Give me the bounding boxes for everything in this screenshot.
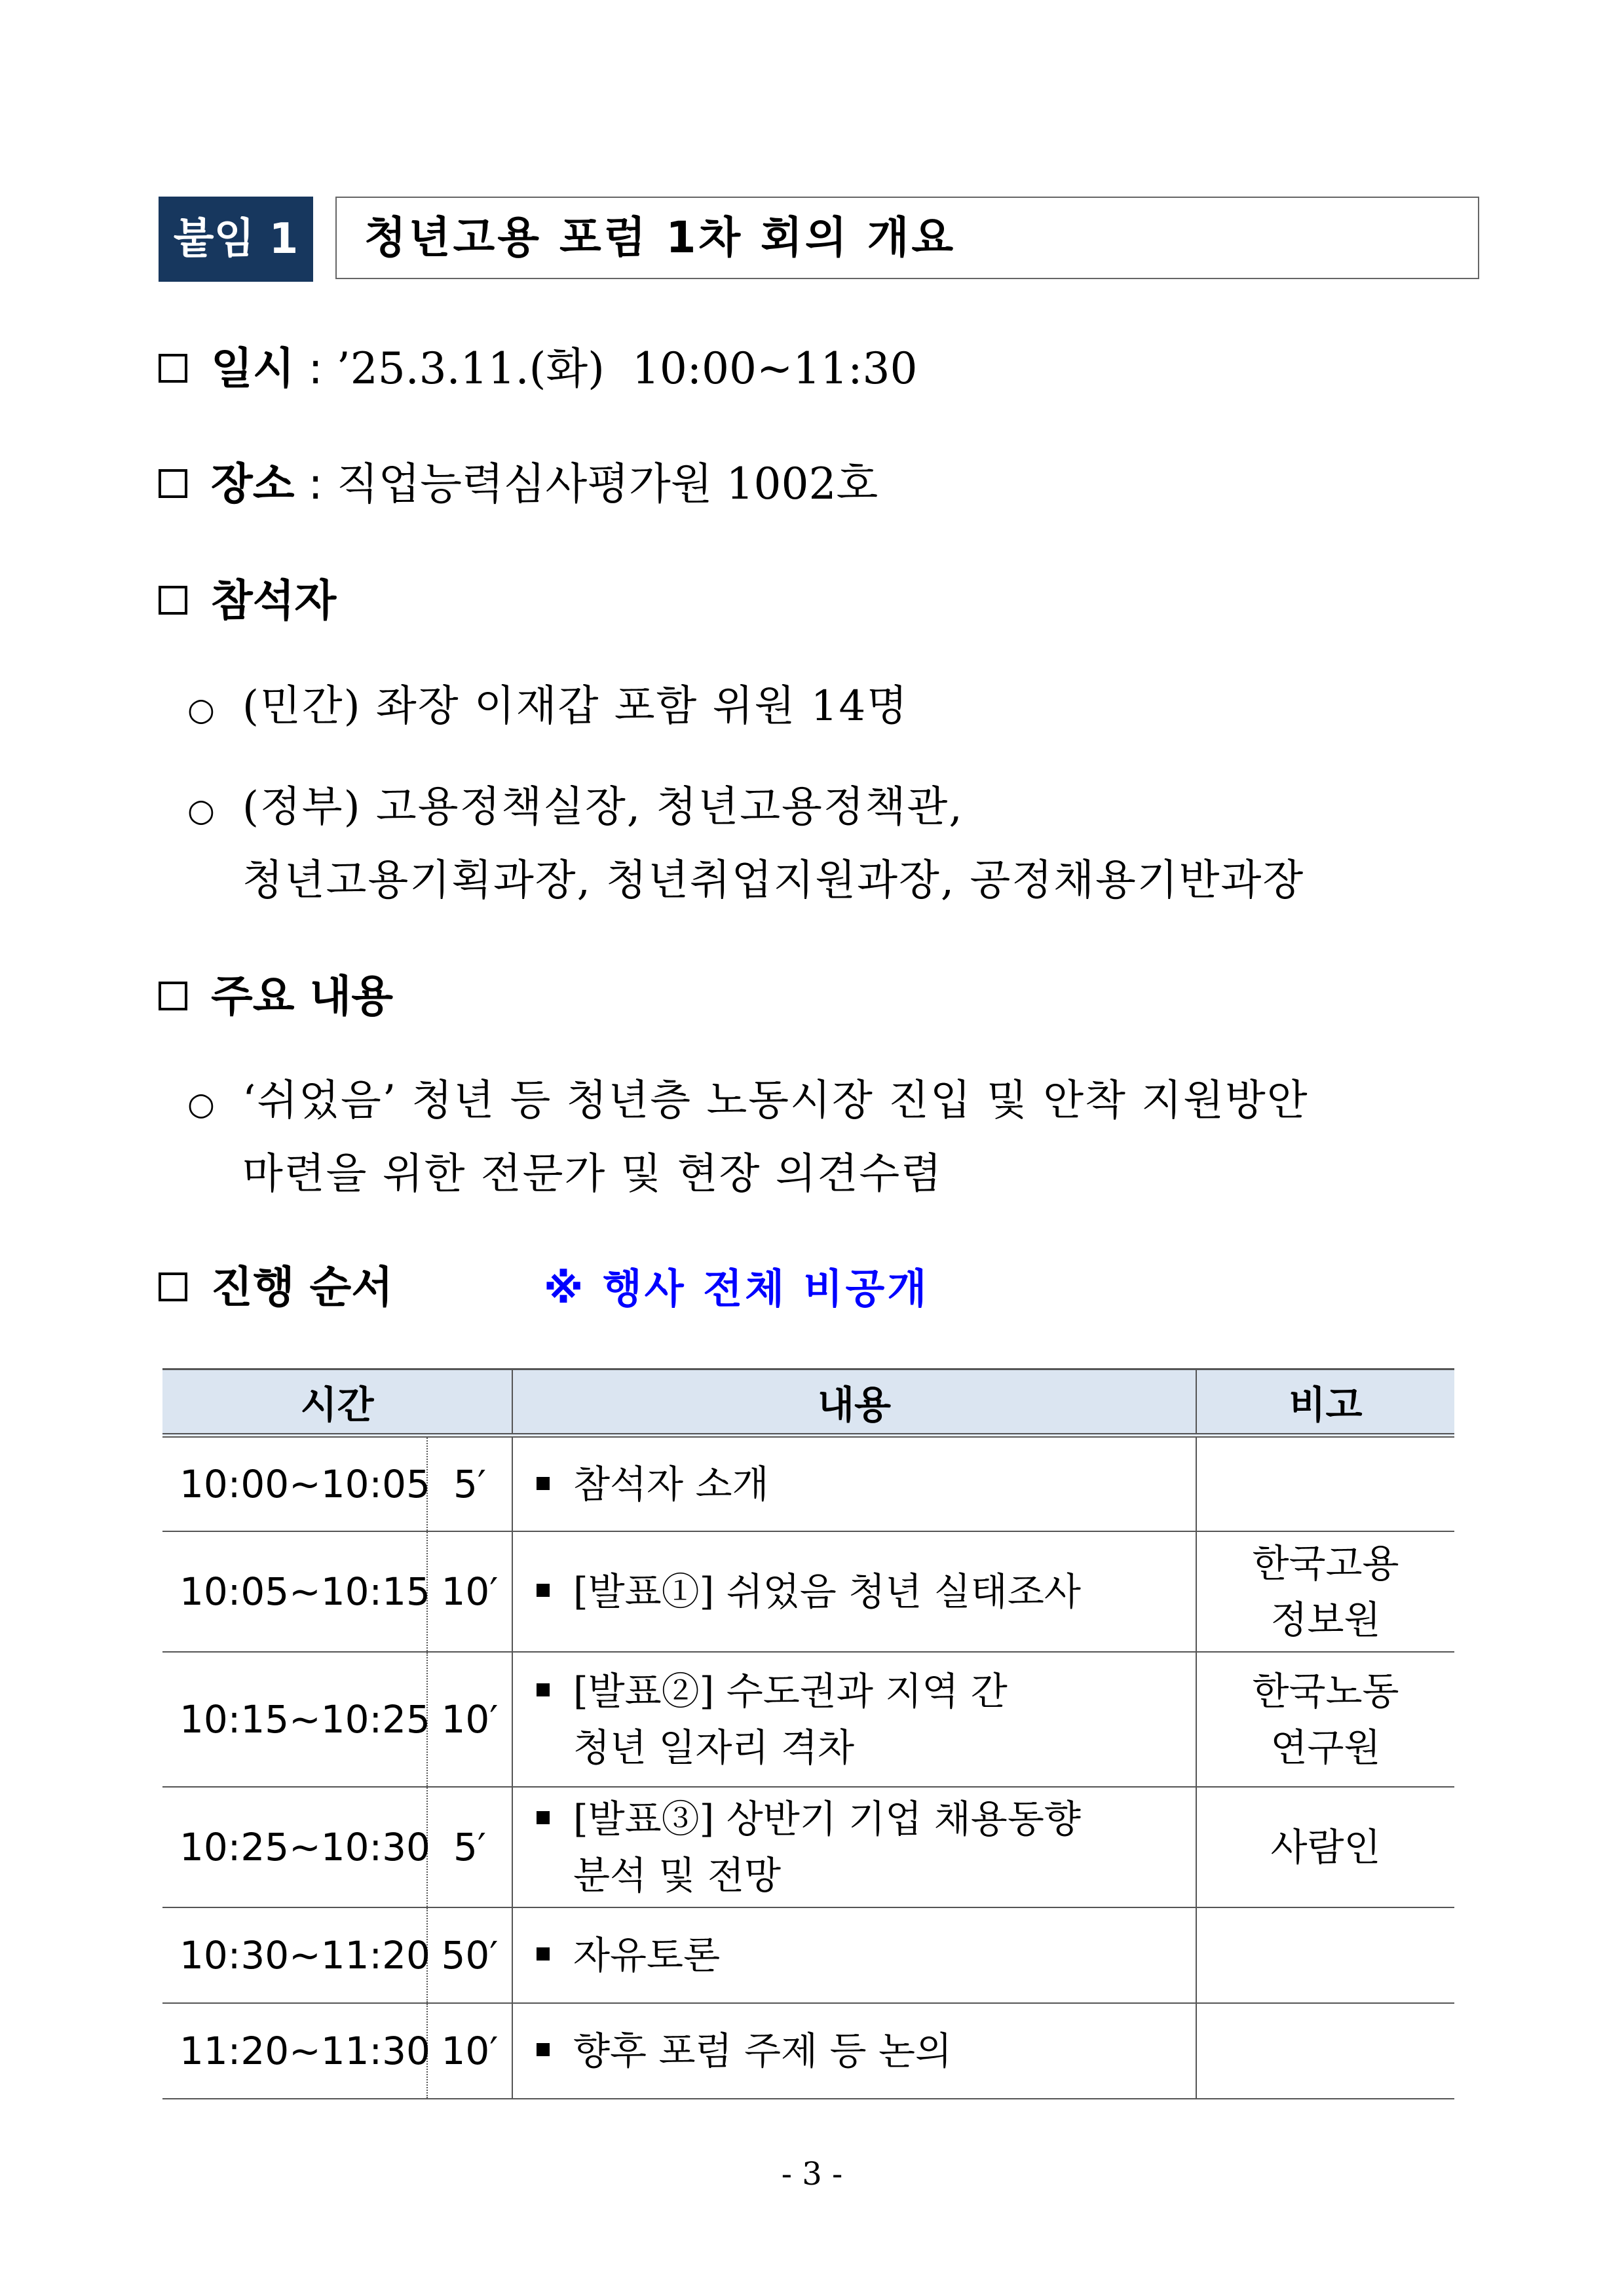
attendees-item-text: (정부) 고용정책실장, 청년고용정책관, [242, 783, 964, 832]
row-time: 10:00~10:05 [162, 1436, 427, 1531]
attendees-item-text: 청년고용기획과장, 청년취업지원과장, 공정채용기반과장 [242, 856, 1305, 905]
attendees-item-government [187, 771, 964, 847]
datetime-colon: : [308, 343, 323, 394]
row-duration: 10′ [427, 1531, 512, 1652]
place-label: 장소 [211, 459, 295, 509]
schedule-table [162, 1368, 1454, 2099]
table-row [162, 1907, 1454, 2003]
row-time: 10:25~10:30 [162, 1787, 427, 1907]
circle-bullet-icon: ○ [187, 792, 216, 829]
row-note-text: 정보원 [1270, 1597, 1381, 1642]
row-time: 10:30~11:20 [162, 1907, 427, 2003]
row-note-text: 연구원 [1270, 1725, 1381, 1770]
table-row [162, 2003, 1454, 2099]
attendees-item-government-cont [242, 844, 1304, 917]
datetime-label: 일시 [211, 343, 295, 394]
row-content-text: [발표②] 수도권과 지역 간 [573, 1668, 1008, 1713]
table-row [162, 1652, 1454, 1787]
row-content-text: 참석자 소개 [573, 1461, 769, 1506]
schedule-notice: ※ 행사 전체 비공개 [544, 1265, 930, 1312]
place-colon: : [308, 459, 323, 509]
table-header-row [162, 1369, 1454, 1436]
document-title: 청년고용 포럼 1차 회의 개요 [364, 212, 956, 263]
row-content-text: 분석 및 전망 [573, 1852, 782, 1898]
section-main-content [159, 967, 393, 1026]
column-header-note: 비고 [1196, 1369, 1454, 1436]
row-note [1196, 1652, 1454, 1787]
row-duration: 5′ [427, 1436, 512, 1531]
document-title-box [335, 197, 1479, 279]
square-bullet-icon [537, 1683, 550, 1696]
attendees-item-text: (민간) 좌장 이재갑 포함 위원 14명 [242, 682, 909, 731]
main-content-line1: ‘쉬었음’ 청년 등 청년층 노동시장 진입 및 안착 지원방안 [242, 1077, 1309, 1125]
row-content-text: 청년 일자리 격차 [573, 1725, 855, 1770]
attachment-badge: 붙임 1 [159, 197, 313, 282]
row-content-text: 자유토론 [573, 1932, 721, 1978]
checkbox-square-icon [159, 586, 187, 615]
row-content-text: [발표③] 상반기 기업 채용동향 [573, 1796, 1081, 1841]
row-time: 11:20~11:30 [162, 2003, 427, 2099]
attendees-label: 참석자 [211, 575, 337, 626]
checkbox-square-icon [159, 354, 187, 383]
schedule-label: 진행 순서 [211, 1262, 394, 1312]
section-place [159, 455, 878, 514]
main-content-item-cont [242, 1138, 943, 1211]
row-note [1196, 1907, 1454, 2003]
row-note-text: 사람인 [1270, 1824, 1381, 1869]
row-time: 10:15~10:25 [162, 1652, 427, 1787]
row-content-text: [발표①] 쉬었음 청년 실태조사 [573, 1569, 1081, 1614]
datetime-value: ’25.3.11.(화) 10:00~11:30 [336, 343, 918, 394]
checkbox-square-icon [159, 982, 187, 1010]
square-bullet-icon [537, 2043, 550, 2056]
main-content-line2: 마련을 위한 전문가 및 현장 의견수렴 [242, 1150, 943, 1198]
square-bullet-icon [537, 1811, 550, 1824]
column-header-content: 내용 [512, 1369, 1196, 1436]
row-note [1196, 1787, 1454, 1907]
row-content [512, 1531, 1196, 1652]
row-note [1196, 2003, 1454, 2099]
table-row [162, 1787, 1454, 1907]
section-datetime [159, 339, 918, 398]
section-schedule [159, 1258, 393, 1317]
row-note [1196, 1436, 1454, 1531]
main-content-item [187, 1064, 1309, 1141]
circle-bullet-icon: ○ [187, 1086, 216, 1122]
square-bullet-icon [537, 1477, 550, 1490]
main-content-label: 주요 내용 [211, 971, 394, 1022]
table-row [162, 1436, 1454, 1531]
column-header-time: 시간 [162, 1369, 512, 1436]
attendees-item-private [187, 670, 909, 746]
checkbox-square-icon [159, 1272, 187, 1301]
row-content [512, 1652, 1196, 1787]
row-note-text: 한국노동 [1252, 1668, 1399, 1713]
row-note [1196, 1531, 1454, 1652]
table-row [162, 1531, 1454, 1652]
row-content [512, 2003, 1196, 2099]
row-note-text: 한국고용 [1252, 1540, 1399, 1586]
row-time: 10:05~10:15 [162, 1531, 427, 1652]
page-number: - 3 - [781, 2156, 843, 2192]
row-content [512, 1436, 1196, 1531]
square-bullet-icon [537, 1584, 550, 1597]
row-duration: 10′ [427, 2003, 512, 2099]
circle-bullet-icon: ○ [187, 691, 216, 728]
row-duration: 5′ [427, 1787, 512, 1907]
row-content [512, 1787, 1196, 1907]
row-content [512, 1907, 1196, 2003]
checkbox-square-icon [159, 469, 187, 498]
row-content-text: 향후 포럼 주제 등 논의 [573, 2028, 952, 2073]
square-bullet-icon [537, 1947, 550, 1961]
row-duration: 10′ [427, 1652, 512, 1787]
row-duration: 50′ [427, 1907, 512, 2003]
place-value: 직업능력심사평가원 1002호 [336, 459, 878, 509]
section-attendees [159, 571, 336, 630]
